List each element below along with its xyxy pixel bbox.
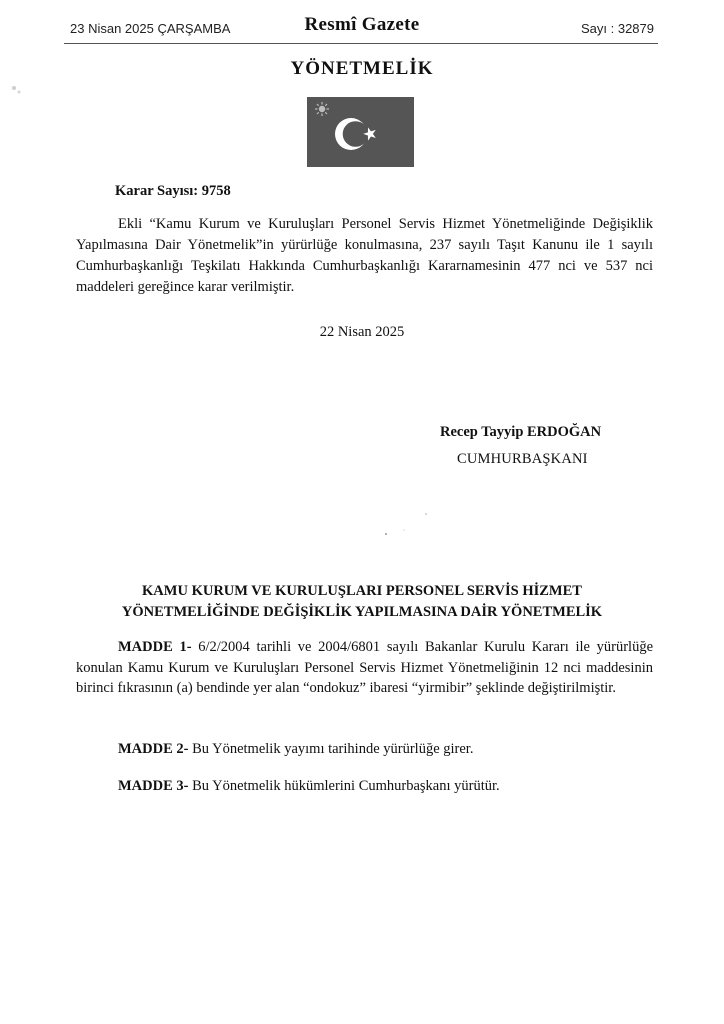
regulation-title-line-2: YÖNETMELİĞİNDE DEĞİŞİKLİK YAPILMASINA DAİR YÖNETMELİK <box>121 604 603 620</box>
article-3 <box>76 776 653 797</box>
article-3-text: Bu Yönetmelik hükümlerini Cumhurbaşkanı yürütür. <box>192 778 500 794</box>
signer-title: CUMHURBAŞKANI <box>457 451 588 467</box>
issue-number: Sayı : 32879 <box>581 21 654 36</box>
section-title: YÖNETMELİK <box>290 58 434 79</box>
decision-intro: Ekli “Kamu Kurum ve Kuruluşları Personel Servis Hizmet Yönetmeliğinde Değişiklik Yapılmasına Dair Yönetmelik”in yürürlüğe konulmasına, 237 sayılı Taşıt Kanunu ile 1 sayılı Cumhurbaşkanlığı Teşkilatı Hakkında Cumhurbaşkanlığı Kararnamesinin 477 nci ve 537 nci maddeleri gereğince karar verilmiştir. <box>76 216 653 295</box>
article-2 <box>76 739 653 760</box>
turkish-flag-emblem-icon <box>307 97 414 167</box>
article-1-label: MADDE 1- <box>118 639 192 655</box>
signer-name: Recep Tayyip ERDOĞAN <box>440 424 602 440</box>
article-1-text: 6/2/2004 tarihli ve 2004/6801 sayılı Bakanlar Kurulu Kararı ile yürürlüğe konulan Kamu Kurum ve Kuruluşları Personel Servis Hizmet Yönetmeliğinin 12 nci maddesinin birinci fıkrasının (a) bendinde yer alan “ondokuz” ibaresi “yirmibir” şeklinde değiştirilmiştir. <box>76 639 654 696</box>
decision-number: Karar Sayısı: 9758 <box>115 183 231 199</box>
gazette-title: Resmî Gazete <box>304 14 420 35</box>
article-3-label: MADDE 3- <box>118 778 189 794</box>
article-1 <box>76 637 653 699</box>
header-divider <box>64 43 658 44</box>
header-date: 23 Nisan 2025 ÇARŞAMBA <box>70 21 231 36</box>
regulation-title-line-1: KAMU KURUM VE KURULUŞLARI PERSONEL SERVİS HİZMET <box>142 583 582 599</box>
article-2-label: MADDE 2- <box>118 741 189 757</box>
article-2-text: Bu Yönetmelik yayımı tarihinde yürürlüğe girer. <box>192 741 474 757</box>
regulation-title <box>0 581 724 623</box>
decision-date: 22 Nisan 2025 <box>319 324 405 340</box>
